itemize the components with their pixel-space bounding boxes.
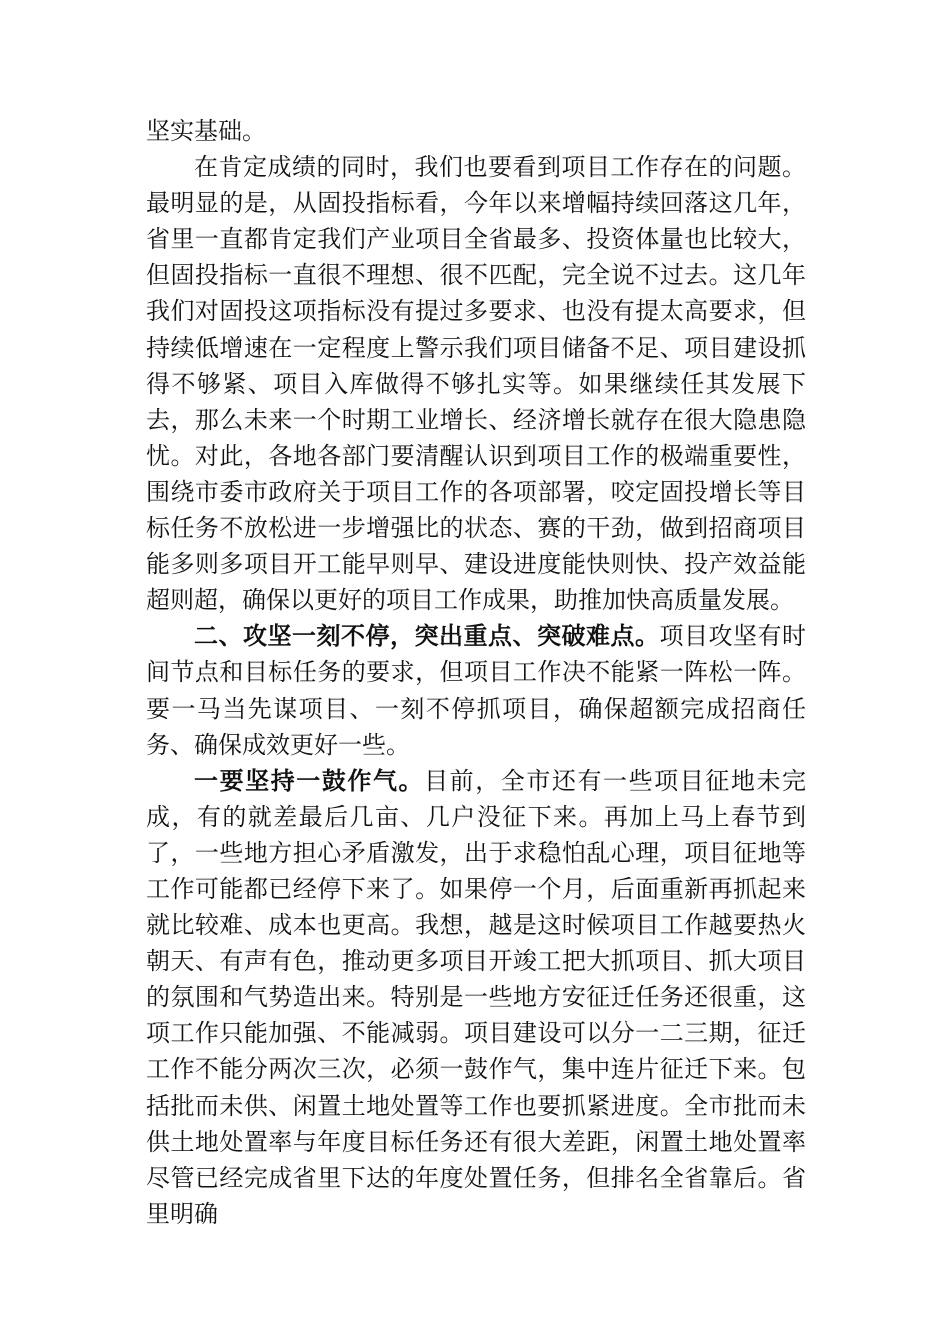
paragraph-2 <box>146 149 806 618</box>
subsection-heading-1: 一要坚持一鼓作气。 <box>194 765 425 795</box>
paragraph-1 <box>146 113 806 149</box>
section-heading-2: 二、攻坚一刻不停，突出重点、突破难点。 <box>194 621 660 651</box>
paragraph-2-text: 在肯定成绩的同时，我们也要看到项目工作存在的问题。最明显的是，从固投指标看，今年以来增幅持续回落这几年，省里一直都肯定我们产业项目全省最多、投资体量也比较大，但固投指标一直很不理想、很不匹配，完全说不过去。这几年我们对固投这项指标没有提过多要求、也没有提太高要求，但持续低增速在一定程度上警示我们项目储备不足、项目建设抓得不够紧、项目入库做得不够扎实等。如果继续任其发展下去，那么未来一个时期工业增长、经济增长就存在很大隐患隐忧。对此，各地各部门要清醒认识到项目工作的极端重要性，围绕市委市政府关于项目工作的各项部署，咬定固投增长等目标任务不放松进一步增强比的状态、赛的干劲，做到招商项目能多则多项目开工能早则早、建设进度能快则快、投产效益能超则超，确保以更好的项目工作成果，助推加快高质量发展。 <box>146 153 806 615</box>
paragraph-3 <box>146 618 806 762</box>
paragraph-1-text: 坚实基础。 <box>146 117 266 145</box>
paragraph-4 <box>146 763 806 1232</box>
paragraph-3-text: 项目攻坚有时间节点和目标任务的要求，但项目工作决不能紧一阵松一阵。要一马当先谋项目、一刻不停抓项目，确保超额完成招商任务、确保成效更好一些。 <box>146 622 806 759</box>
document-page <box>146 113 806 1232</box>
paragraph-4-text: 目前，全市还有一些项目征地未完成，有的就差最后几亩、几户没征下来。再加上马上春节到了，一些地方担心矛盾激发，出于求稳怕乱心理，项目征地等工作可能都已经停下来了。如果停一个月，后面重新再抓起来就比较难、成本也更高。我想，越是这时候项目工作越要热火朝天、有声有色，推动更多项目开竣工把大抓项目、抓大项目的氛围和气势造出来。特别是一些地方安征迁任务还很重，这项工作只能加强、不能减弱。项目建设可以分一二三期，征迁工作不能分两次三次，必须一鼓作气，集中连片征迁下来。包括批而未供、闲置土地处置等工作也要抓紧进度。全市批而未供土地处置率与年度目标任务还有很大差距，闲置土地处置率尽管已经完成省里下达的年度处置任务，但排名全省靠后。省里明确 <box>146 766 807 1228</box>
